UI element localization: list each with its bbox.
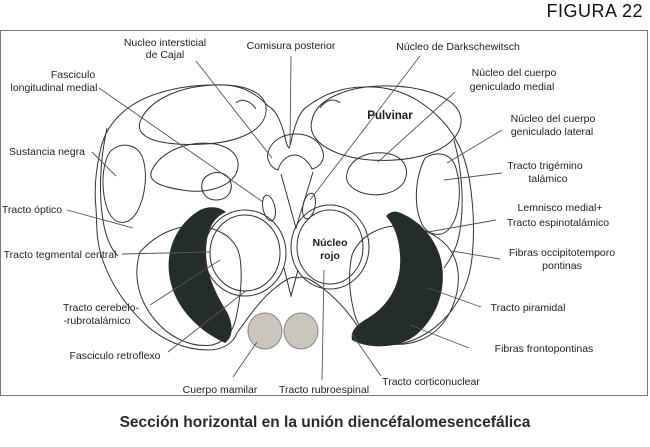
- label-trigemino-2: talámico: [528, 173, 568, 185]
- pointer-geniculado-medial: [378, 92, 455, 162]
- label-darkschewitsch: Núcleo de Darkschewitsch: [396, 41, 520, 53]
- label-occipitotemporo-1: Fibras occipitotemporo: [508, 247, 616, 259]
- right-habenular-curl: [320, 100, 340, 108]
- label-occipitotemporo-2: pontinas: [542, 260, 582, 272]
- label-comisura-posterior: Comisura posterior: [246, 40, 336, 52]
- label-retroflexo: Fasciculo retroflexo: [69, 350, 161, 362]
- interpeduncular-lines: [284, 268, 298, 296]
- label-cerebelo-1: Tracto cerebelo-: [62, 302, 140, 314]
- label-rubroespinal: Tracto rubroespinal: [278, 384, 370, 396]
- pointer-cuerpo-mamilar: [233, 342, 257, 377]
- pointer-sustancia-negra: [92, 152, 116, 176]
- label-nucleo-intersticial-2: de Cajal: [145, 49, 185, 61]
- label-sustancia-negra: Sustancia negra: [9, 146, 85, 158]
- sustancia-negra-shape: [103, 145, 145, 222]
- label-geniculado-lateral-2: geniculado lateral: [510, 126, 594, 138]
- label-tegmental-central: Tracto tegmental central: [3, 249, 117, 261]
- label-cuerpo-mamilar: Cuerpo mamilar: [182, 384, 258, 396]
- lateral-geniculate-shape: [416, 154, 459, 234]
- label-nucleo-intersticial-1: Nucleo intersticial: [123, 37, 207, 49]
- left-habenular-curl: [236, 100, 256, 109]
- figure-number-title: FIGURA 22: [546, 1, 643, 21]
- right-pulvinar-shape: [311, 86, 461, 160]
- left-pulvinar-shape: [139, 85, 266, 145]
- posterior-commissure-shape: [268, 134, 324, 170]
- label-frontopontinas: Fibras frontopontinas: [494, 343, 594, 355]
- left-red-nucleus-shape: [210, 215, 280, 291]
- left-thalamic-band-shape: [151, 143, 238, 191]
- label-lemnisco-1: Lemnisco medial+: [517, 202, 603, 214]
- brain-section-diagram: [0, 30, 650, 396]
- right-flm-nucleus-shape: [300, 192, 317, 220]
- pointer-darkschewitsch: [310, 56, 420, 200]
- right-mamillary-body-shape: [284, 313, 318, 349]
- pointer-comisura-posterior: [290, 56, 291, 146]
- label-geniculado-lateral-1: Núcleo del cuerpo: [510, 113, 596, 125]
- pointer-lemnisco: [428, 220, 496, 232]
- label-nucleo-rojo-2: rojo: [320, 250, 340, 262]
- pointer-frontopontinas: [410, 325, 469, 348]
- label-tracto-optico: Tracto óptico: [1, 204, 63, 216]
- medial-geniculate-shape: [347, 153, 407, 195]
- label-geniculado-medial-2: geniculado medial: [469, 81, 555, 93]
- figure-caption: Sección horizontal en la unión diencéfalomesencefálica: [119, 414, 531, 431]
- left-mamillary-body-shape: [248, 313, 282, 349]
- label-cerebelo-2: -rubrotalámico: [63, 315, 131, 327]
- label-pulvinar: Pulvinar: [367, 110, 413, 122]
- label-geniculado-medial-1: Núcleo del cuerpo: [471, 67, 557, 79]
- label-corticonuclear: Tracto corticonuclear: [382, 376, 480, 388]
- label-trigemino-1: Tracto trigémino: [507, 160, 583, 172]
- label-piramidal: Tracto piramidal: [490, 302, 566, 314]
- pointer-occipitotemporo: [452, 251, 500, 259]
- label-lemnisco-2: Tracto espinotalámico: [506, 217, 610, 229]
- left-red-nucleus-rim-shape: [204, 210, 286, 296]
- label-nucleo-rojo-1: Núcleo: [312, 237, 348, 249]
- pointer-rubroespinal: [322, 270, 324, 380]
- pointer-trigemino: [444, 173, 502, 180]
- label-fasciculo-longitudinal-1: Fasciculo: [50, 69, 96, 81]
- pointer-tracto-optico: [67, 210, 133, 228]
- label-fasciculo-longitudinal-2: longitudinal medial: [10, 82, 98, 94]
